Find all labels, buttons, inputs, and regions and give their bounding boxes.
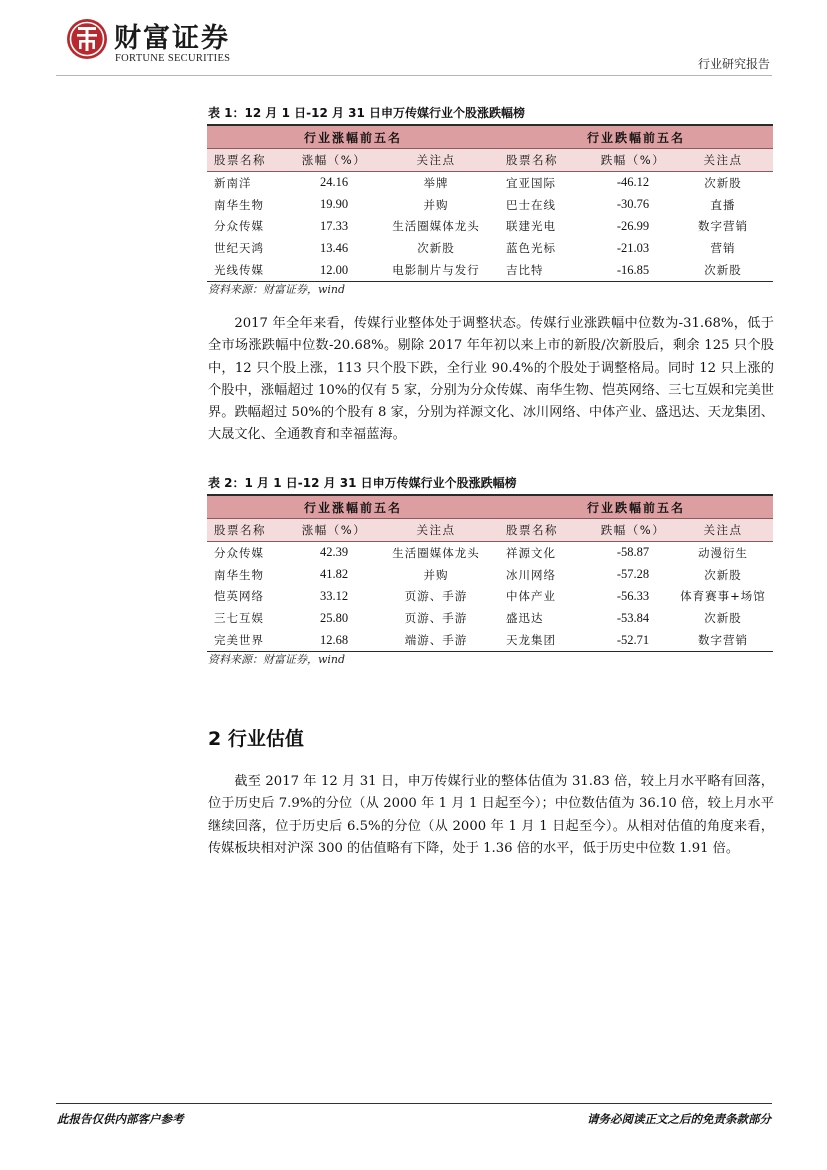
stock-name-cell: 三七互娱 [214,611,264,626]
focus-cell: 生活圈媒体龙头 [392,545,480,560]
stock-name-cell: 恺英网络 [214,589,264,604]
stock-name-cell: 冰川网络 [506,567,556,582]
table-row [207,586,773,608]
footer-disclaimer-note: 请务必阅读正文之后的免责条款部分 [587,1112,771,1126]
page-header [0,0,827,80]
focus-cell: 数字营销 [698,219,748,234]
focus-cell: 次新股 [417,241,455,256]
fortune-seal-logo-icon [66,18,108,60]
focus-cell: 电影制片与发行 [373,259,499,281]
focus-cell: 端游、手游 [373,629,499,651]
focus-cell: 营销 [710,241,736,256]
stock-name-cell: 南华生物 [214,197,264,212]
gain-cell: 17.33 [319,218,349,233]
table-row [207,607,773,629]
loss-cell: -57.28 [616,567,650,582]
focus-cell: 页游、手游 [404,611,468,626]
body-paragraph-1: 2017 年全年来看，传媒行业整体处于调整状态。传媒行业涨跌幅中位数为-31.68%，低于全市场涨跌幅中位数-20.68%。剔除 2017 年年初以来上市的新股/次新股后，剩余 125 只个股中，12 只个股上涨，113 只个股下跌，全行业 90.4%的个股处于调整格局。同时 12 只上涨的个股中，涨幅超过 10%的仅有 5 家，分别为分众传媒、南华生物、恺英网络、三七互娱和完美世界。跌幅超过 50%的个股有 8 家，分别为祥源文化、冰川网络、中体产业、盛迅达、天龙集团、大晟文化、全通教育和幸福蓝海。 [208,316,774,443]
stock-name-cell: 中体产业 [506,589,556,604]
column-header: 股票名称 [207,149,295,172]
gain-cell: 42.39 [319,545,349,560]
column-header: 关注点 [373,519,499,542]
header-divider [56,75,772,76]
table2-group-header [207,495,773,519]
loss-cell: -58.87 [616,545,650,560]
column-header: 关注点 [673,149,773,172]
gain-cell: 13.46 [319,240,349,255]
stock-name-cell: 新南洋 [214,175,252,190]
stock-name-cell: 天龙集团 [499,629,593,651]
loss-cell: -53.84 [616,610,650,625]
stock-name-cell: 完美世界 [207,629,295,651]
table-row [207,172,773,194]
table2 [207,494,773,652]
column-header: 关注点 [673,519,773,542]
gain-cell: 12.00 [295,259,373,281]
table1-column-header [207,149,773,172]
footer-divider [56,1103,772,1104]
stock-name-cell: 光线传媒 [207,259,295,281]
focus-cell: 数字营销 [673,629,773,651]
stock-name-cell: 世纪天鸿 [214,241,264,256]
focus-cell: 举牌 [423,175,449,190]
focus-cell: 并购 [423,567,449,582]
focus-cell: 次新股 [673,259,773,281]
logo-chinese-name: 财富证券 [114,23,230,54]
table2-group-losers: 行业跌幅前五名 [499,495,773,519]
stock-name-cell: 巴士在线 [506,197,556,212]
focus-cell: 次新股 [704,611,742,626]
table2-source: 资料来源：财富证券，wind [208,653,346,666]
focus-cell: 次新股 [704,175,742,190]
stock-name-cell: 联建光电 [506,219,556,234]
table1-group-losers: 行业跌幅前五名 [499,125,773,149]
stock-name-cell: 祥源文化 [506,545,556,560]
focus-cell: 生活圈媒体龙头 [392,219,480,234]
logo-english-name: FORTUNE SECURITIES [115,53,231,64]
table-row [207,216,773,238]
footer-notice: 此报告仅供内部客户参考 [57,1112,184,1126]
body-paragraph-2: 截至 2017 年 12 月 31 日，申万传媒行业的整体估值为 31.83 倍，较上月水平略有回落，位于历史后 7.9%的分位（从 2000 年 1 月 1 日起至今）；中位数估值为 36.10 倍，较上月水平继续回落，位于历史后 6.5%的分位（从 2000 年 1 月 1 日起至今）。从相对估值的角度来看，传媒板块相对沪深 300 的估值略有下降，处于 1.36 倍的水平，低于历史中位数 1.91 倍。 [208,774,774,856]
loss-cell: -26.99 [616,218,650,233]
table1-group-header [207,125,773,149]
loss-cell: -21.03 [616,240,650,255]
gain-cell: 19.90 [319,197,349,212]
section-title: 2 行业估值 [208,728,304,750]
report-type-label: 行业研究报告 [697,57,770,71]
column-header: 股票名称 [499,519,593,542]
table2-caption: 表 2：1 月 1 日-12 月 31 日申万传媒行业个股涨跌幅榜 [208,476,517,490]
table2-column-header [207,519,773,542]
column-header: 关注点 [373,149,499,172]
gain-cell: 41.82 [319,567,349,582]
gain-cell: 12.68 [295,629,373,651]
table-row [207,194,773,216]
column-header: 股票名称 [207,519,295,542]
stock-name-cell: 宜亚国际 [506,175,556,190]
stock-name-cell: 蓝色光标 [506,241,556,256]
column-header: 跌幅（%） [593,149,673,172]
focus-cell: 体育赛事+场馆 [680,589,766,604]
table1-group-gainers: 行业涨幅前五名 [207,125,499,149]
focus-cell: 次新股 [704,567,742,582]
table-row [207,542,773,564]
table1 [207,124,773,282]
focus-cell: 并购 [423,197,449,212]
stock-name-cell: 盛迅达 [506,611,544,626]
loss-cell: -16.85 [593,259,673,281]
column-header: 涨幅（%） [295,149,373,172]
table1-source: 资料来源：财富证券，wind [208,283,346,296]
table1-caption: 表 1：12 月 1 日-12 月 31 日申万传媒行业个股涨跌幅榜 [208,106,526,120]
focus-cell: 动漫衍生 [698,545,748,560]
stock-name-cell: 分众传媒 [214,219,264,234]
stock-name-cell: 南华生物 [214,567,264,582]
focus-cell: 直播 [710,197,736,212]
table-row [207,629,773,651]
table2-group-gainers: 行业涨幅前五名 [207,495,499,519]
loss-cell: -46.12 [616,175,650,190]
column-header: 涨幅（%） [295,519,373,542]
stock-name-cell: 吉比特 [499,259,593,281]
gain-cell: 33.12 [319,588,349,603]
column-header: 股票名称 [499,149,593,172]
column-header: 跌幅（%） [593,519,673,542]
stock-name-cell: 分众传媒 [214,545,264,560]
focus-cell: 页游、手游 [404,589,468,604]
loss-cell: -56.33 [616,588,650,603]
loss-cell: -52.71 [593,629,673,651]
table-row [207,259,773,281]
loss-cell: -30.76 [616,197,650,212]
table-row [207,564,773,586]
gain-cell: 24.16 [319,175,349,190]
table-row [207,237,773,259]
gain-cell: 25.80 [319,610,349,625]
